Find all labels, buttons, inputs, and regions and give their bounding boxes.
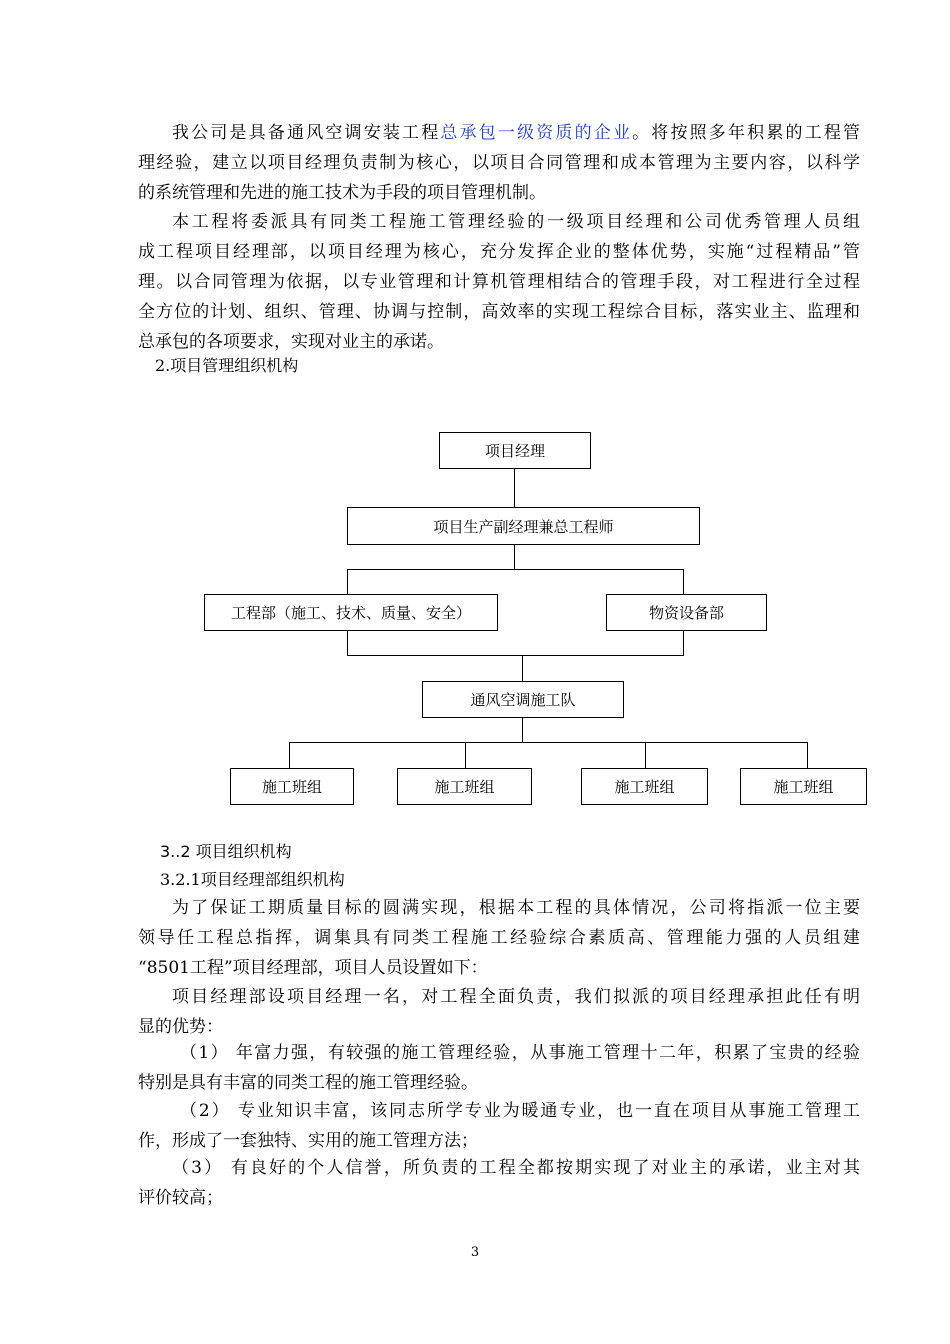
connector-split-left xyxy=(347,569,348,594)
intro-paragraph-1 xyxy=(138,118,860,208)
intro-p1-line-3: 的系统管理和先进的施工技术为手段的项目管理机制。 xyxy=(138,183,546,203)
org-box-hvac-team: 通风空调施工队 xyxy=(422,681,624,718)
connector-merge-left xyxy=(347,631,348,656)
s32-p1-line-1: 为了保证工期质量目标的圆满实现，根据本工程的具体情况，公司将指派一位主要 xyxy=(172,898,860,918)
org-box-work-group-2: 施工班组 xyxy=(397,768,532,805)
advantage-1-line-2: 特别是具有丰富的同类工程的施工管理经验。 xyxy=(138,1073,478,1093)
org-box-work-group-4: 施工班组 xyxy=(740,768,867,805)
intro-p2-line-5: 总承包的各项要求，实现对业主的承诺。 xyxy=(138,332,444,352)
intro-paragraph-2 xyxy=(138,207,860,357)
connector-merge-down xyxy=(522,655,523,681)
connector-group-2 xyxy=(465,742,466,768)
org-box-work-group-1: 施工班组 xyxy=(230,768,354,805)
org-box-work-group-3: 施工班组 xyxy=(581,768,708,805)
connector-merge-horizontal xyxy=(347,655,684,656)
intro-p2-line-3: 理。以合同管理为依据，以专业管理和计算机管理相结合的管理手段，对工程进行全过程 xyxy=(138,272,860,292)
advantage-1-line-1: （1） 年富力强，有较强的施工管理经验，从事施工管理十二年，积累了宝贵的经验 xyxy=(180,1043,860,1063)
org-box-materials-dept: 物资设备部 xyxy=(606,594,767,631)
connector-group-3 xyxy=(645,742,646,768)
advantage-2-line-1: （2） 专业知识丰富，该同志所学专业为暖通专业，也一直在项目从事施工管理工 xyxy=(180,1101,860,1121)
connector-split-horizontal xyxy=(347,569,684,570)
s32-p1-line-3: “8501工程”项目经理部，项目人员设置如下： xyxy=(138,958,488,978)
section-title-org-structure: 2.项目管理组织机构 xyxy=(155,356,299,375)
s32-p2-line-1: 项目经理部设项目经理一名，对工程全面负责，我们拟派的项目经理承担此任有明 xyxy=(172,987,860,1007)
page-number: 3 xyxy=(470,1245,480,1260)
intro-p2-line-1: 本工程将委派具有同类工程施工管理经验的一级项目经理和公司优秀管理人员组 xyxy=(172,212,860,232)
connector-group-1 xyxy=(289,742,290,768)
section-3-2-paragraph-2 xyxy=(138,982,860,1042)
advantage-3-line-2: 评价较高； xyxy=(138,1188,223,1208)
intro-p1-line-2: 理经验，建立以项目经理负责制为核心，以项目合同管理和成本管理为主要内容，以科学 xyxy=(138,153,860,173)
connector-deputy-down xyxy=(514,545,515,570)
connector-manager-deputy xyxy=(514,469,515,507)
intro-p2-line-4: 全方位的计划、组织、管理、协调与控制，高效率的实现工程综合目标，落实业主、监理和 xyxy=(138,302,860,322)
org-box-engineering-dept: 工程部（施工、技术、质量、安全） xyxy=(204,594,498,631)
section-heading-3-2: 3..2 项目组织机构 xyxy=(160,842,292,861)
advantage-item-1 xyxy=(138,1038,860,1098)
section-3-2-paragraph-1 xyxy=(138,893,860,983)
subsection-heading-3-2-1: 3.2.1项目经理部组织机构 xyxy=(160,870,345,889)
advantage-2-line-2: 作，形成了一套独特、实用的施工管理方法； xyxy=(138,1131,478,1151)
advantage-item-3 xyxy=(138,1153,860,1213)
advantage-3-line-1: （3） 有良好的个人信誉，所负责的工程全都按期实现了对业主的承诺，业主对其 xyxy=(172,1158,860,1178)
org-box-project-manager: 项目经理 xyxy=(439,432,591,469)
qualification-highlight: 总承包一级资质的企业 xyxy=(440,123,633,143)
connector-team-down xyxy=(522,718,523,743)
connector-split-right xyxy=(683,569,684,594)
intro-p1-line-1: 我公司是具备通风空调安装工程总承包一级资质的企业。将按照多年积累的工程管 xyxy=(172,123,861,143)
connector-merge-right xyxy=(683,631,684,656)
s32-p2-line-2: 显的优势： xyxy=(138,1017,223,1037)
connector-group-4 xyxy=(807,742,808,768)
connector-groups-horizontal xyxy=(289,742,808,743)
advantage-item-2 xyxy=(138,1096,860,1156)
s32-p1-line-2: 领导任工程总指挥，调集具有同类工程施工经验综合素质高、管理能力强的人员组建 xyxy=(138,928,860,948)
org-box-deputy-chief-engineer: 项目生产副经理兼总工程师 xyxy=(347,507,700,545)
intro-p2-line-2: 成工程项目经理部，以项目经理为核心，充分发挥企业的整体优势，实施“过程精品”管 xyxy=(138,242,860,262)
